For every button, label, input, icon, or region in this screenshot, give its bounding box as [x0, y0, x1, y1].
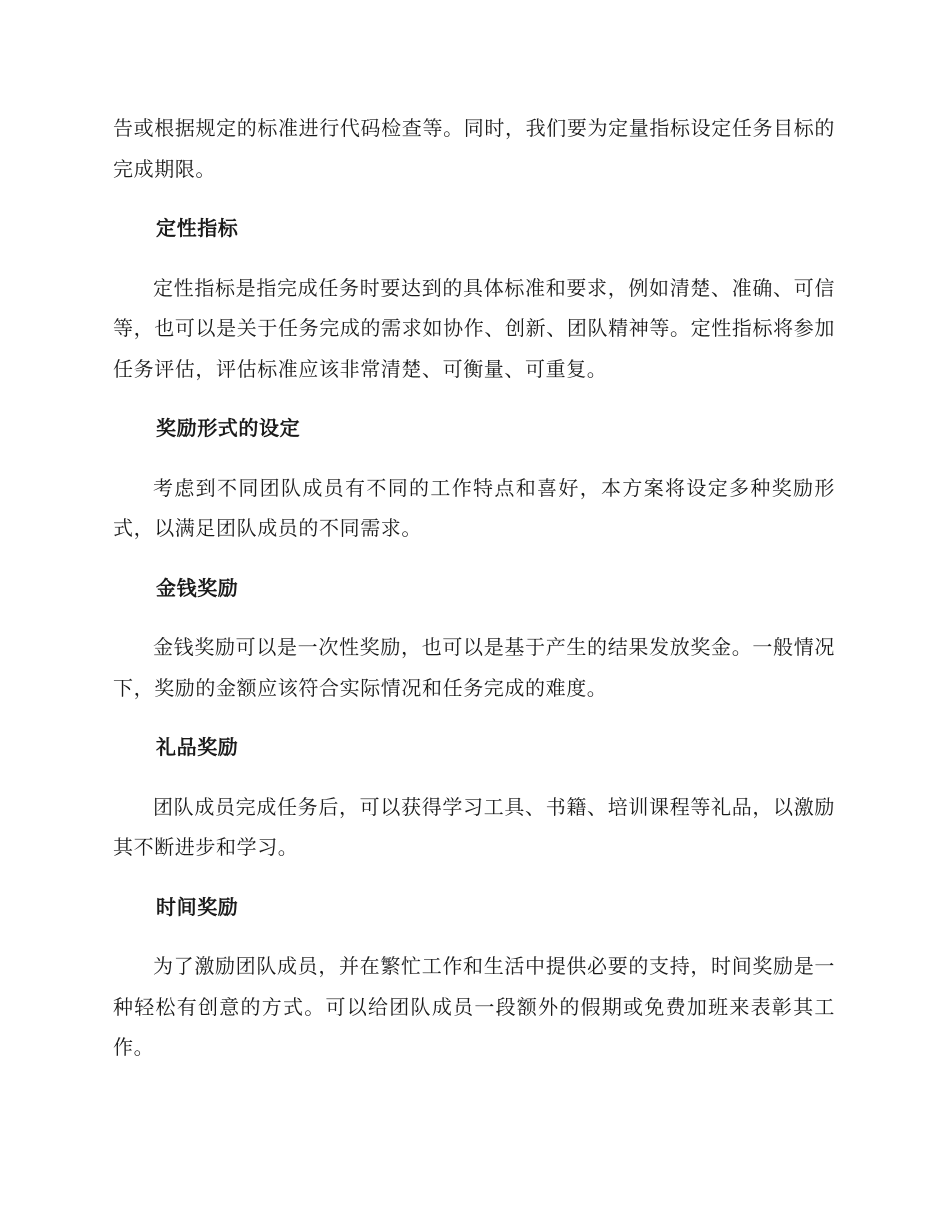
section-text-money-reward: 金钱奖励可以是一次性奖励，也可以是基于产生的结果发放奖金。一般情况下，奖励的金额应该符合实际情况和任务完成的难度。: [113, 635, 835, 700]
section-heading-gift-reward: 礼品奖励: [156, 735, 239, 759]
section-heading-qualitative: 定性指标: [156, 216, 239, 240]
section-text-gift-reward: 团队成员完成任务后，可以获得学习工具、书籍、培训课程等礼品，以激励其不断进步和学习。: [113, 794, 835, 859]
section-text-reward-forms: 考虑到不同团队成员有不同的工作特点和喜好，本方案将设定多种奖励形式，以满足团队成员的不同需求。: [113, 475, 835, 540]
section-heading-money-reward: 金钱奖励: [156, 575, 239, 600]
section-heading-time-reward: 时间奖励: [156, 894, 239, 919]
section-heading-reward-forms: 奖励形式的设定: [156, 416, 301, 440]
intro-paragraph: 告或根据规定的标准进行代码检查等。同时，我们要为定量指标设定任务目标的完成期限。: [113, 116, 835, 181]
section-text-time-reward: 为了激励团队成员，并在繁忙工作和生活中提供必要的支持，时间奖励是一种轻松有创意的方式。可以给团队成员一段额外的假期或免费加班来表彰其工作。: [113, 954, 835, 1059]
section-text-qualitative: 定性指标是指完成任务时要达到的具体标准和要求，例如清楚、准确、可信等，也可以是关于任务完成的需求如协作、创新、团队精神等。定性指标将参加任务评估，评估标准应该非常清楚、可衡量、可重复。: [113, 275, 835, 381]
document-body: [113, 108, 835, 1087]
